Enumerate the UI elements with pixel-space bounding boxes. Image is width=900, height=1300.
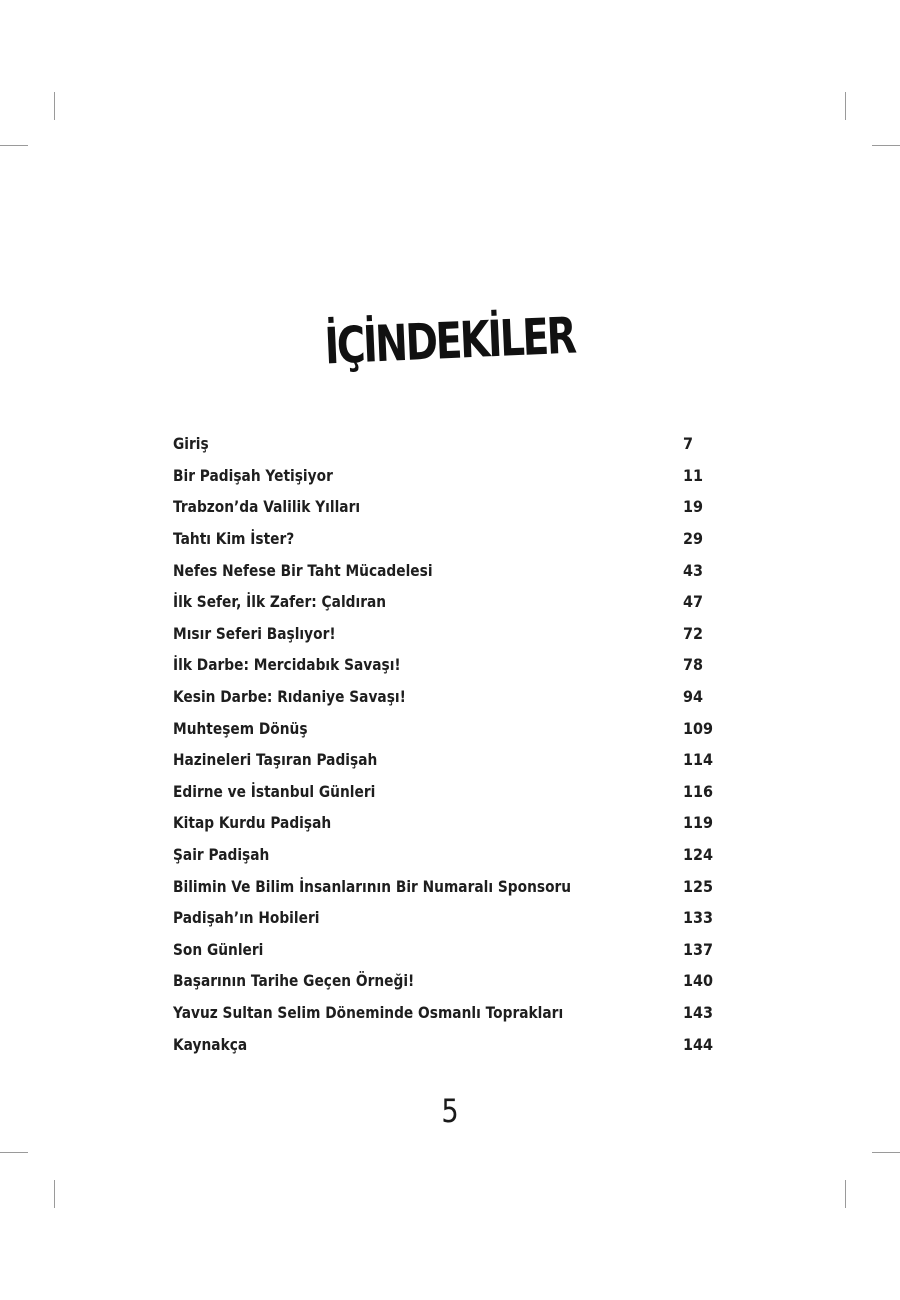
toc-entry bbox=[173, 460, 733, 492]
page-title: İÇİNDEKİLER bbox=[323, 306, 576, 376]
toc-entry bbox=[173, 997, 733, 1029]
toc-entry-page: 144 bbox=[683, 1034, 714, 1054]
crop-mark-bottom-right-horizontal bbox=[872, 1152, 900, 1153]
crop-mark-bottom-left-vertical bbox=[54, 1180, 55, 1208]
toc-entry-title: Şair Padişah bbox=[173, 845, 270, 865]
toc-entry-title: Padişah’ın Hobileri bbox=[173, 908, 320, 928]
toc-entry bbox=[173, 681, 733, 713]
toc-entry-page: 137 bbox=[683, 939, 714, 959]
toc-entry bbox=[173, 491, 733, 523]
toc-entry-page: 143 bbox=[683, 1002, 714, 1022]
crop-mark-bottom-left-horizontal bbox=[0, 1152, 28, 1153]
crop-mark-bottom-right-vertical bbox=[845, 1180, 846, 1208]
toc-entry-page: 124 bbox=[683, 845, 714, 865]
toc-entry-title: Giriş bbox=[173, 434, 209, 454]
toc-entry bbox=[173, 776, 733, 808]
page-number: 5 bbox=[441, 1092, 459, 1130]
crop-mark-top-right-vertical bbox=[845, 92, 846, 120]
toc-entry-title: Yavuz Sultan Selim Döneminde Osmanlı Toprakları bbox=[173, 1002, 564, 1022]
toc-entry-page: 19 bbox=[683, 497, 704, 517]
toc-entry-title: Hazineleri Taşıran Padişah bbox=[173, 750, 378, 770]
toc-entry-page: 109 bbox=[683, 718, 714, 738]
toc-entry-page: 11 bbox=[683, 465, 704, 485]
toc-entry-page: 78 bbox=[683, 655, 704, 675]
toc-entry-title: Nefes Nefese Bir Taht Mücadelesi bbox=[173, 560, 433, 580]
toc-entry bbox=[173, 523, 733, 555]
toc-entry bbox=[173, 554, 733, 586]
toc-entry-title: Bilimin Ve Bilim İnsanlarının Bir Numaralı Sponsoru bbox=[173, 876, 572, 896]
toc-entry-title: Muhteşem Dönüş bbox=[173, 718, 308, 738]
toc-entry-page: 116 bbox=[683, 781, 714, 801]
crop-mark-top-right-horizontal bbox=[872, 145, 900, 146]
toc-entry bbox=[173, 934, 733, 966]
toc-entry-page: 94 bbox=[683, 687, 704, 707]
toc-entry bbox=[173, 744, 733, 776]
toc-entry-title: Kitap Kurdu Padişah bbox=[173, 813, 332, 833]
toc-entry-page: 43 bbox=[683, 560, 704, 580]
toc-entry-title: Tahtı Kim İster? bbox=[173, 529, 295, 549]
toc-entry-title: Son Günleri bbox=[173, 939, 264, 959]
toc-entry bbox=[173, 428, 733, 460]
toc-entry-title: Başarının Tarihe Geçen Örneği! bbox=[173, 971, 415, 991]
toc-entry bbox=[173, 965, 733, 997]
toc-entry-title: Kaynakça bbox=[173, 1034, 248, 1054]
toc-entry-page: 140 bbox=[683, 971, 714, 991]
crop-mark-top-left-vertical bbox=[54, 92, 55, 120]
table-of-contents bbox=[173, 428, 733, 1060]
toc-entry-page: 114 bbox=[683, 750, 714, 770]
toc-entry bbox=[173, 618, 733, 650]
toc-entry-title: Trabzon’da Valilik Yılları bbox=[173, 497, 361, 517]
toc-entry-page: 133 bbox=[683, 908, 714, 928]
toc-entry bbox=[173, 870, 733, 902]
toc-entry-title: İlk Sefer, İlk Zafer: Çaldıran bbox=[173, 592, 387, 612]
toc-entry-page: 72 bbox=[683, 623, 704, 643]
toc-entry bbox=[173, 839, 733, 871]
toc-entry-title: Bir Padişah Yetişiyor bbox=[173, 465, 333, 485]
toc-entry-title: Mısır Seferi Başlıyor! bbox=[173, 623, 336, 643]
toc-entry-title: Edirne ve İstanbul Günleri bbox=[173, 781, 376, 801]
toc-entry bbox=[173, 902, 733, 934]
toc-entry bbox=[173, 712, 733, 744]
toc-entry-page: 119 bbox=[683, 813, 714, 833]
toc-entry-page: 29 bbox=[683, 529, 704, 549]
toc-entry bbox=[173, 586, 733, 618]
toc-entry bbox=[173, 1028, 733, 1060]
toc-entry-title: İlk Darbe: Mercidabık Savaşı! bbox=[173, 655, 401, 675]
crop-mark-top-left-horizontal bbox=[0, 145, 28, 146]
toc-entry-page: 47 bbox=[683, 592, 704, 612]
toc-entry bbox=[173, 649, 733, 681]
toc-entry bbox=[173, 807, 733, 839]
toc-entry-page: 125 bbox=[683, 876, 714, 896]
toc-entry-page: 7 bbox=[683, 434, 694, 454]
toc-entry-title: Kesin Darbe: Rıdaniye Savaşı! bbox=[173, 687, 406, 707]
